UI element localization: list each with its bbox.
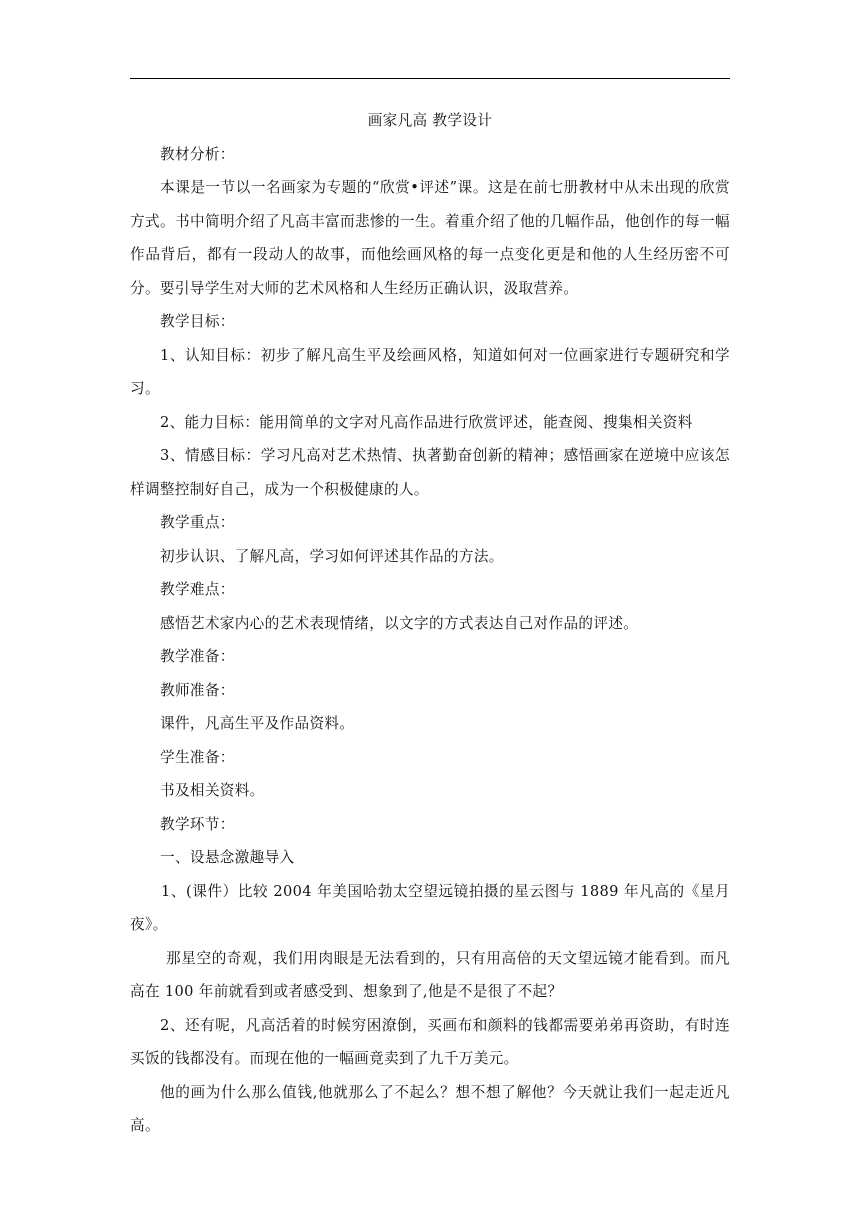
preparation-heading: 教学准备： — [160, 648, 235, 665]
emotional-goal: 3、情感目标：学习凡高对艺术热情、执著勤奋创新的精神；感悟画家在逆境中应该怎样调整控制好自己，成为一个积极健康的人。 — [130, 447, 730, 498]
ability-goal: 2、能力目标：能用简单的文字对凡高作品进行欣赏评述，能查阅、搜集相关资料 — [160, 413, 693, 431]
difficulties-paragraph: 感悟艺术家内心的艺术表现情绪，以文字的方式表达自己对作品的评述。 — [160, 614, 639, 632]
step-one-closing: 他的画为什么那么值钱,他就那么了不起么？想不想了解他？今天就让我们一起走近凡高。 — [130, 1083, 730, 1134]
key-points-paragraph: 初步认识、了解凡高，学习如何评述其作品的方法。 — [160, 547, 504, 565]
student-preparation-heading: 学生准备： — [160, 748, 235, 766]
teacher-preparation-paragraph: 课件，凡高生平及作品资料。 — [160, 715, 355, 732]
header-rule — [130, 78, 730, 79]
key-points-heading: 教学重点： — [160, 514, 235, 531]
cognitive-goal: 1、认知目标：初步了解凡高生平及绘画风格，知道如何对一位画家进行专题研究和学习。 — [130, 346, 730, 397]
step-one-item-one: 1、(课件）比较 2004 年美国哈勃太空望远镜拍摄的星云图与 1889 年凡高的《星月夜》。 — [130, 882, 730, 933]
student-preparation-paragraph: 书及相关资料。 — [160, 782, 265, 799]
document-body — [130, 104, 730, 1143]
textbook-analysis-paragraph: 本课是一节以一名画家为专题的“欣赏•评述”课。这是在前七册教材中从未出现的欣赏方式。书中简明介绍了凡高丰富而悲惨的一生。着重介绍了他的几幅作品，他创作的每一幅作品背后，都有一段动人的故事，而他绘画风格的每一点变化更是和他的人生经历密不可分。要引导学生对大师的艺术风格和人生经历正确认识，汲取营养。 — [130, 179, 730, 297]
document-title: 画家凡高 教学设计 — [367, 112, 493, 129]
step-one-item-two: 2、还有呢，凡高活着的时候穷困潦倒，买画布和颜料的钱都需要弟弟再资助，有时连买饭的钱都没有。而现在他的一幅画竟卖到了九千万美元。 — [130, 1016, 730, 1067]
textbook-analysis-heading: 教材分析： — [160, 145, 235, 163]
difficulties-heading: 教学难点： — [160, 581, 235, 598]
teaching-goals-heading: 教学目标： — [160, 313, 235, 330]
teacher-preparation-heading: 教师准备： — [160, 681, 235, 699]
step-one-heading: 一、设悬念激趣导入 — [160, 849, 295, 866]
step-one-item-one-note: 那星空的奇观，我们用肉眼是无法看到的，只有用高倍的天文望远镜才能看到。而凡高在 100 年前就看到或者感受到、想象到了,他是不是很了不起？ — [130, 949, 730, 1000]
teaching-steps-heading: 教学环节： — [160, 815, 235, 833]
